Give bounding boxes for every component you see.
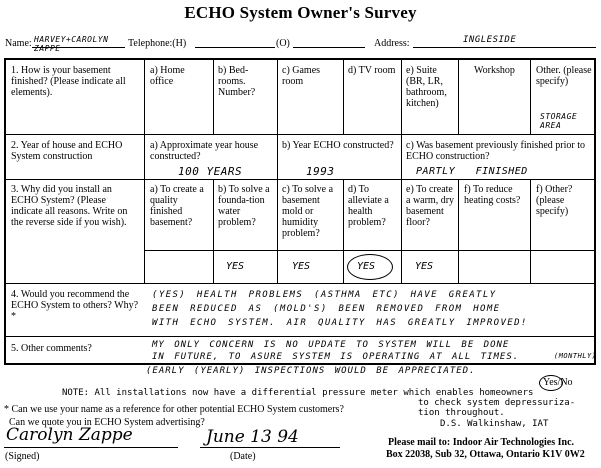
address-label: Address: — [374, 38, 410, 49]
q1-question: 1. How is your basement finished? (Please indicate all elements). — [11, 65, 126, 98]
q2-question: 2. Year of house and ECHO System construction — [11, 140, 123, 162]
q5-question: 5. Other comments? — [11, 343, 92, 354]
col-divider — [401, 60, 402, 134]
row-divider — [6, 134, 594, 135]
q1-option-tv-room[interactable]: d) TV room — [348, 65, 396, 76]
col-divider — [343, 179, 344, 283]
col-divider — [277, 60, 278, 134]
q5-answer-line-continued: (EARLY (YEARLY) INSPECTIONS WOULD BE APPRECIATED. — [146, 366, 476, 376]
row-divider — [6, 283, 594, 284]
q1-option-suite[interactable]: e) Suite (BR, LR, bathroom, kitchen) — [406, 65, 447, 109]
q1-option-games-room[interactable]: c) Games room — [282, 65, 321, 87]
q4-answer-line: (YES) HEALTH PROBLEMS (ASTHMA ETC) HAVE GREATLY — [152, 290, 497, 300]
signature-value: Carolyn Zappe — [6, 425, 133, 445]
q2-c-label: c) Was basement previously finished prior to ECHO construction? — [406, 140, 585, 162]
q3-option-water-problem[interactable]: b) To solve a founda-tion water problem? — [218, 184, 270, 228]
q1-option-bedrooms[interactable]: b) Bed-rooms. Number? — [218, 65, 256, 98]
q3-answer-mold: YES — [292, 261, 311, 272]
signature-line[interactable] — [4, 447, 178, 448]
name-label: Name: — [5, 38, 32, 49]
date-label: (Date) — [230, 451, 256, 462]
row-divider — [6, 336, 594, 337]
note-text: NOTE: All installations now have a differential pressure meter which enables homeowners — [62, 388, 534, 398]
col-divider — [401, 179, 402, 283]
col-divider — [277, 134, 278, 179]
name-field[interactable] — [32, 35, 125, 53]
q1-option-other[interactable]: Other. (please specify) — [536, 65, 592, 87]
row-divider — [6, 179, 594, 180]
telephone-home-field[interactable] — [195, 35, 275, 48]
col-divider — [530, 179, 531, 283]
reference-question: * Can we use your name as a reference for other potential ECHO System customers? — [4, 404, 344, 415]
note-text-continued-1: to check system depressuriza- — [418, 398, 576, 408]
mail-to-line-2: Box 22038, Sub 32, Ottawa, Ontario K1V 0W2 — [386, 449, 585, 460]
q2-c-answer[interactable]: PARTLY FINISHED — [416, 166, 528, 177]
advertising-question: Can we quote you in ECHO System advertising? — [9, 417, 205, 428]
q4-answer[interactable] — [152, 288, 590, 330]
col-divider — [401, 134, 402, 179]
q5-answer-line: IN FUTURE, TO ASURE SYSTEM IS OPERATING AT ALL TIMES. — [152, 352, 520, 362]
date-line[interactable] — [200, 447, 340, 448]
col-divider — [213, 60, 214, 134]
q5-answer-line: MY ONLY CONCERN IS NO UPDATE TO SYSTEM WILL BE DONE — [152, 340, 510, 350]
q3-option-mold-humidity[interactable]: c) To solve a basement mold or humidity problem? — [282, 184, 334, 239]
telephone-office-label: (O) — [276, 38, 290, 49]
address-field[interactable] — [413, 35, 596, 48]
col-divider — [458, 60, 459, 134]
address-value: INGLESIDE — [463, 35, 517, 45]
q4-question: 4. Would you recommend the ECHO System to others? Why?* — [11, 289, 139, 322]
note-text-continued-2: tion throughout. — [418, 408, 505, 418]
q3-answer-health: YES — [357, 261, 376, 272]
q2-b-answer[interactable]: 1993 — [306, 165, 335, 178]
q2-a-label: a) Approximate year house constructed? — [150, 140, 259, 162]
q1-option-home-office[interactable]: a) Home office — [150, 65, 185, 87]
q3-option-heating-costs[interactable]: f) To reduce heating costs? — [464, 184, 521, 206]
col-divider — [343, 60, 344, 134]
q4-answer-line: BEEN REDUCED AS (MOLD'S) BEEN REMOVED FROM HOME — [152, 304, 501, 314]
answer-row-divider — [144, 250, 594, 251]
q2-b-label: b) Year ECHO constructed? — [282, 140, 394, 151]
q3-option-other[interactable]: f) Other? (please specify) — [536, 184, 573, 217]
name-value: HARVEY+CAROLYN ZAPPE — [34, 35, 109, 53]
mail-to-line-1: Please mail to: Indoor Air Technologies Inc. — [388, 437, 575, 448]
yes-no-selector[interactable]: Yes/No — [543, 377, 573, 388]
col-divider — [213, 179, 214, 283]
q2-a-answer[interactable]: 100 YEARS — [178, 165, 243, 178]
date-value: June 13 94 — [206, 427, 299, 447]
telephone-office-field[interactable] — [293, 35, 365, 48]
q3-answer-warm-floor: YES — [415, 261, 434, 272]
col-divider — [144, 60, 145, 283]
q4-answer-line: WITH ECHO SYSTEM. AIR QUALITY HAS GREATLY IMPROVED! — [152, 318, 528, 328]
note-author: D.S. Walkinshaw, IAT — [440, 419, 549, 429]
q3-question: 3. Why did you install an ECHO System? (Please indicate all reasons. Write on the reverse side if you wish). — [11, 184, 128, 228]
survey-table — [4, 58, 596, 365]
q3-option-warm-floor[interactable]: e) To create a warm, dry basement floor? — [406, 184, 455, 228]
q3-answer-water: YES — [226, 261, 245, 272]
q5-answer[interactable] — [152, 339, 590, 363]
col-divider — [458, 179, 459, 283]
form-title: ECHO System Owner's Survey — [184, 3, 417, 22]
q3-option-quality-basement[interactable]: a) To create a quality finished basement? — [150, 184, 204, 228]
telephone-home-label: Telephone:(H) — [128, 38, 187, 49]
q1-option-workshop[interactable]: Workshop — [474, 65, 515, 76]
q5-margin-note: (MONTHLY) — [554, 352, 597, 360]
signed-label: (Signed) — [5, 451, 40, 462]
col-divider — [530, 60, 531, 134]
q1-other-answer: STORAGE AREA — [540, 112, 578, 130]
q3-option-health-problem[interactable]: d) To alleviate a health problem? — [348, 184, 389, 228]
col-divider — [277, 179, 278, 283]
